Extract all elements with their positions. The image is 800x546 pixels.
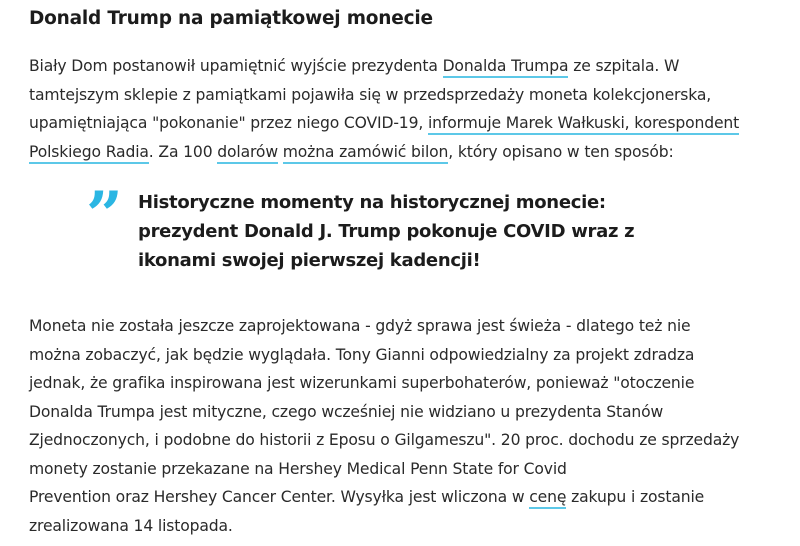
- text-line: [29, 109, 779, 138]
- blockquote: [86, 178, 779, 280]
- text-segment: Biały Dom postanowił upamiętnić wyjście prezydenta: [29, 57, 443, 75]
- text-line: [29, 483, 779, 512]
- article: [29, 0, 779, 540]
- text-line: [29, 138, 779, 167]
- article-heading: Donald Trump na pamiątkowej monecie: [29, 8, 433, 29]
- quote-mark-icon: ”: [86, 178, 123, 253]
- quote-line: ikonami swojej pierwszej kadencji!: [138, 250, 481, 271]
- paragraph-intro: [29, 52, 779, 166]
- text-segment: upamiętniająca "pokonanie" przez niego COVID-19,: [29, 114, 428, 132]
- text-segment: zakupu i zostanie: [566, 488, 705, 506]
- text-line: Donalda Trumpa jest mityczne, czego wcześniej nie widziano u prezydenta Stanów: [29, 402, 664, 421]
- text-segment: . Za 100: [148, 142, 218, 161]
- quote-text: [138, 188, 634, 275]
- link-zamow-bilon[interactable]: można zamówić bilon: [283, 143, 449, 164]
- link-informuje-walkuski[interactable]: informuje Marek Wałkuski, korespondent: [428, 114, 739, 135]
- text-line: można zobaczyć, jak będzie wyglądała. Tony Gianni odpowiedzialny za projekt zdradza: [29, 345, 695, 364]
- text-segment: ze szpitala. W: [568, 57, 680, 75]
- quote-line: Historyczne momenty na historycznej monecie:: [138, 192, 606, 213]
- text-segment: Prevention oraz Hershey Cancer Center. Wysyłka jest wliczona w: [29, 488, 530, 506]
- link-donald-trump[interactable]: Donalda Trumpa: [443, 57, 569, 78]
- text-line: tamtejszym sklepie z pamiątkami pojawiła się w przedsprzedaży moneta kolekcjonerska,: [29, 85, 712, 104]
- link-polskie-radio[interactable]: Polskiego Radia: [29, 143, 149, 164]
- text-line: Zjednoczonych, i podobne do historii z Eposu o Gilgameszu". 20 proc. dochodu ze sprzedaży: [29, 431, 740, 449]
- text-segment: [278, 143, 283, 161]
- text-segment: , który opisano w ten sposób:: [448, 142, 674, 161]
- text-line: Moneta nie została jeszcze zaprojektowana - gdyż sprawa jest świeża - dlatego też nie: [29, 317, 691, 335]
- link-dolary[interactable]: dolarów: [217, 143, 278, 164]
- text-line: jednak, że grafika inspirowana jest wizerunkami superbohaterów, ponieważ "otoczenie: [29, 374, 695, 392]
- text-line: [29, 52, 779, 81]
- quote-line: prezydent Donald J. Trump pokonuje COVID wraz z: [138, 221, 635, 242]
- text-line: zrealizowana 14 listopada.: [29, 516, 233, 535]
- paragraph-details: [29, 312, 779, 540]
- text-line: monety zostanie przekazane na Hershey Medical Penn State for Covid: [29, 459, 567, 478]
- link-cena[interactable]: cenę: [529, 488, 566, 509]
